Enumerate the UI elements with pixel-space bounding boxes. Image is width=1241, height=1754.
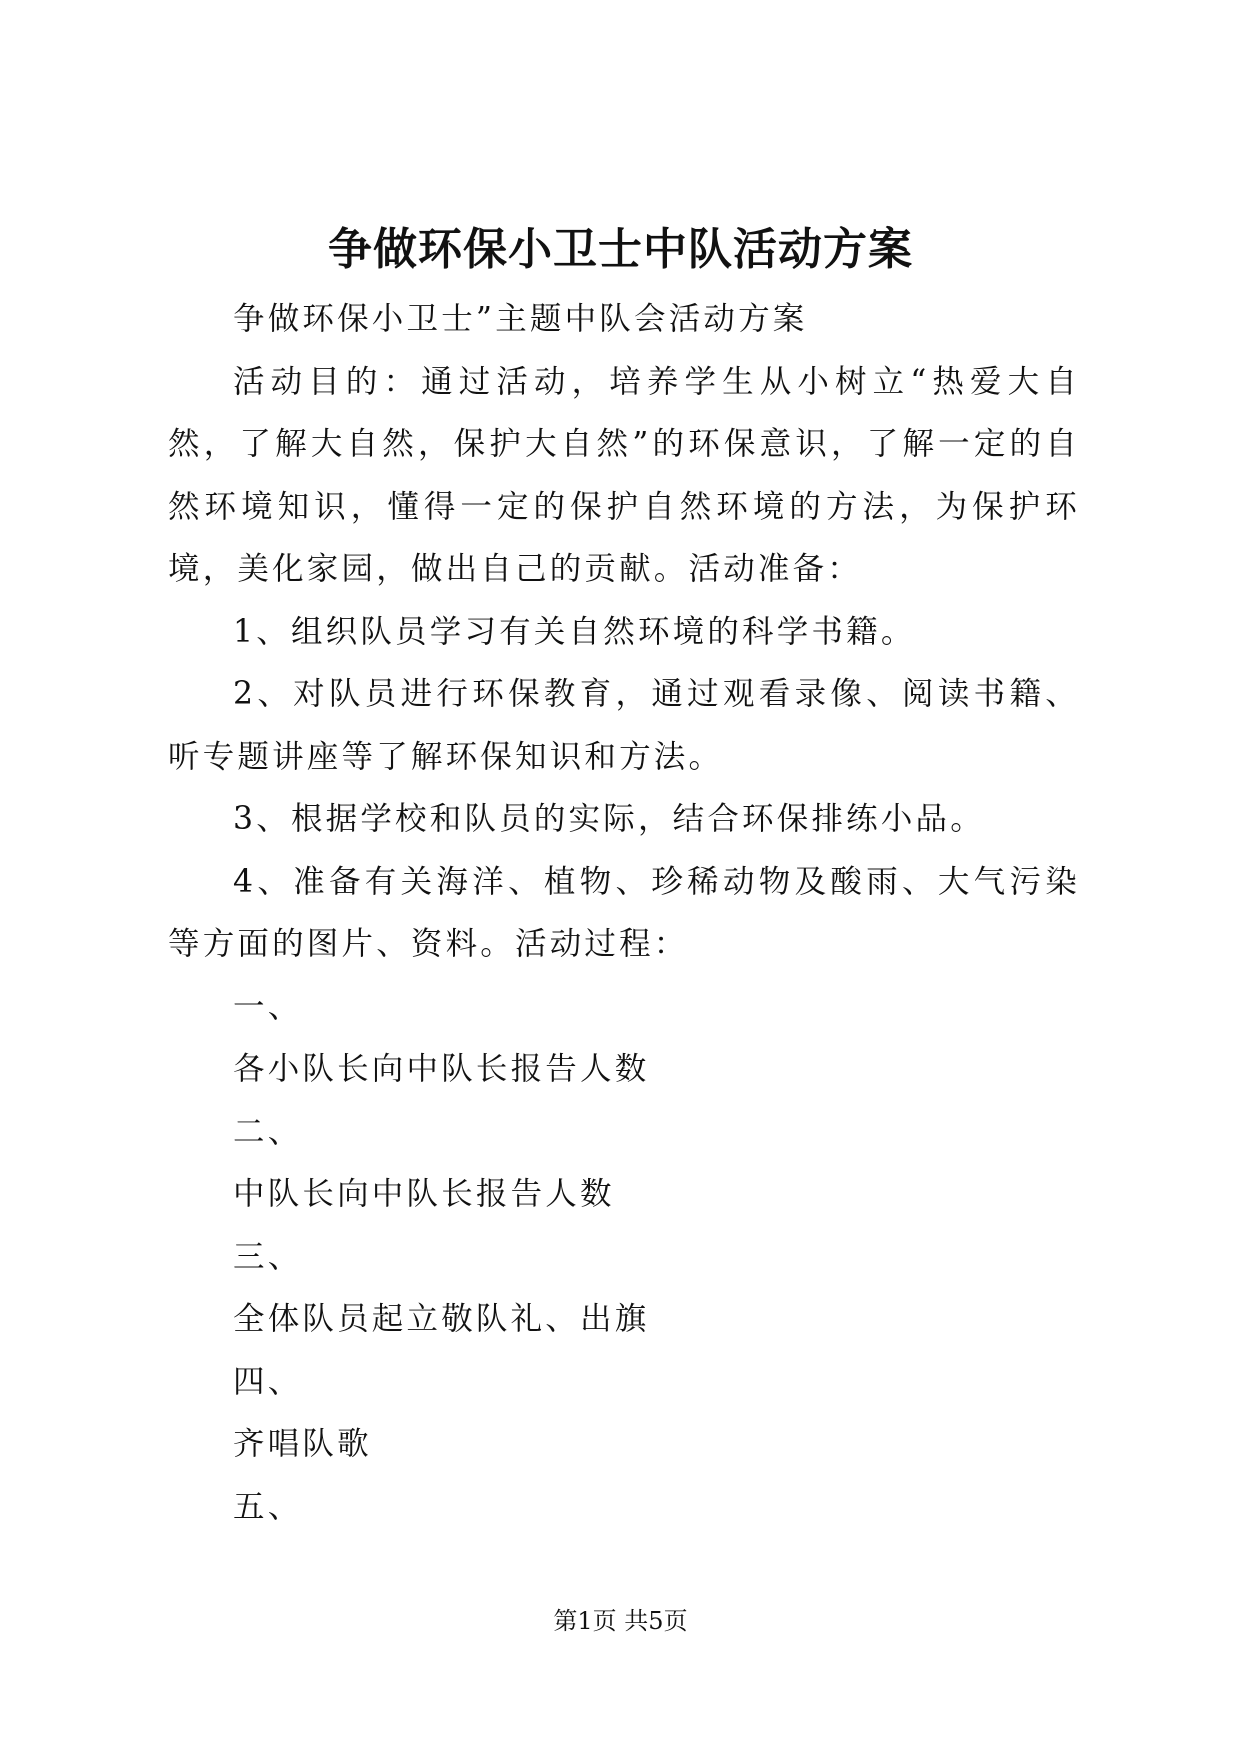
paragraph: 齐唱队歌 [233, 1426, 372, 1462]
paragraph: 五、 [233, 1488, 303, 1525]
paragraph: 各小队长向中队长报告人数 [233, 1051, 650, 1087]
paragraph: 中队长向中队长报告人数 [233, 1176, 615, 1212]
paragraph: 活动目的：通过活动，培养学生从小树立“热爱大自然，了解大自然，保护大自然”的环保意识，了解一定的自然环境知识，懂得一定的保护自然环境的方法，为保护环境，美化家园，做出自己的贡献。活动准备： [168, 363, 1080, 587]
paragraph: 一、 [233, 988, 303, 1025]
paragraph: 1、组织队员学习有关自然环境的科学书籍。 [233, 613, 916, 650]
paragraph: 四、 [233, 1363, 303, 1400]
page-footer: 第1页 共5页 [553, 1607, 688, 1635]
document-body [168, 288, 1080, 1538]
paragraph: 2、对队员进行环保教育，通过观看录像、阅读书籍、听专题讲座等了解环保知识和方法。 [168, 676, 1080, 775]
document-title: 争做环保小卫士中队活动方案 [328, 224, 913, 275]
paragraph: 三、 [233, 1238, 303, 1275]
paragraph: 争做环保小卫士”主题中队会活动方案 [233, 301, 808, 337]
paragraph: 全体队员起立敬队礼、出旗 [233, 1301, 650, 1337]
paragraph: 4、准备有关海洋、植物、珍稀动物及酸雨、大气污染等方面的图片、资料。活动过程： [168, 863, 1080, 962]
paragraph: 3、根据学校和队员的实际，结合环保排练小品。 [233, 801, 985, 837]
paragraph: 二、 [233, 1113, 303, 1150]
